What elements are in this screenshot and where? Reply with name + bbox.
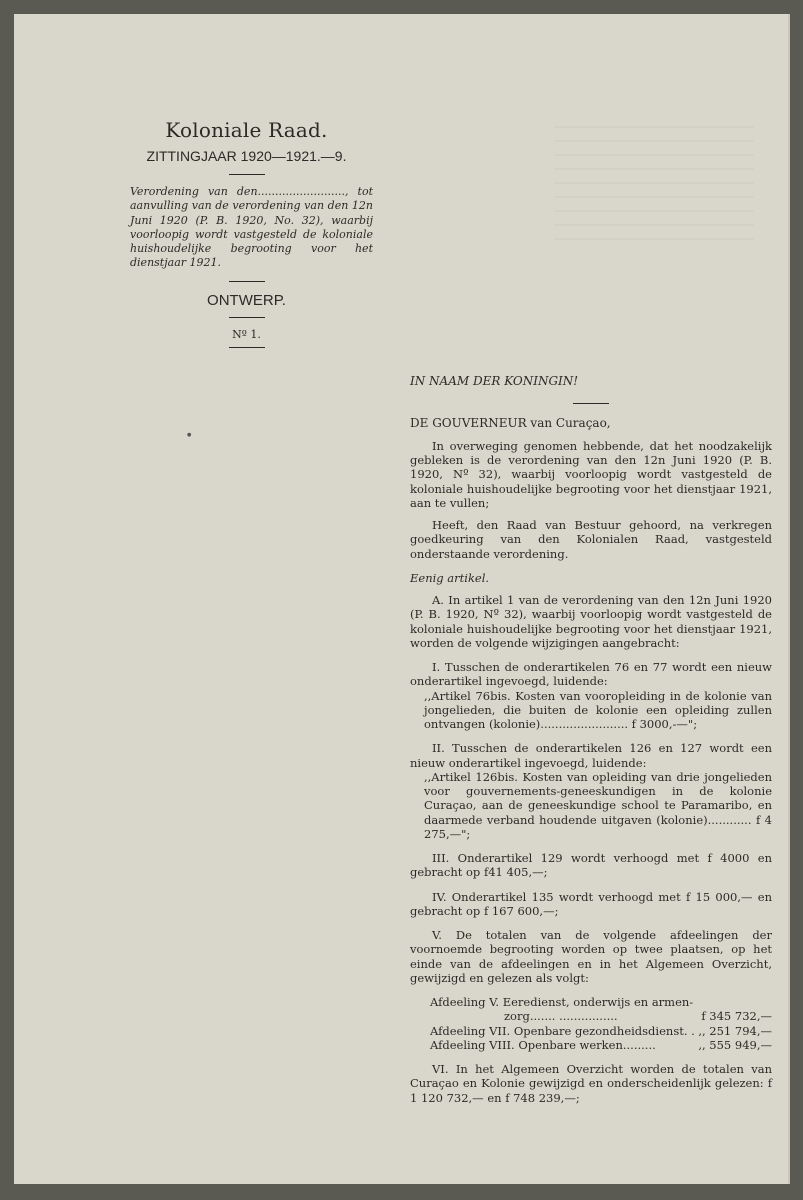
amendment-ii: II. Tusschen de onderartikelen 126 en 127 wordt een nieuw onderartikel ingevoegd, luidende: (410, 741, 772, 770)
divider (229, 281, 265, 282)
department-row (430, 1009, 772, 1023)
ordinance-preamble: Verordening van den........................., tot aanvulling van de verordening van den 12n Juni 1920 (P. B. 1920, No. 32), waarbij voorloopig wordt vastgesteld de koloniale huishoudelijke begrooting voor het dienstjaar 1921. (130, 185, 373, 270)
amendment-ii-quote: ,,Artikel 126bis. Kosten van opleiding van drie jongelieden voor gouvernements-geneeskundigen in de kolonie Curaçao, aan de geneeskundige school te Paramaribo, en daarmede verband houdende uitgaven (kolonie)............ f 4 275,—"; (424, 769, 772, 841)
amendment-i: I. Tusschen de onderartikelen 76 en 77 wordt een nieuw onderartikel ingevoegd, luidende: (410, 660, 772, 689)
divider (229, 347, 265, 348)
department-label: Afdeeling VIII. Openbare werken......... (430, 1037, 656, 1052)
divider (229, 317, 265, 318)
amendment-vi: VI. In het Algemeen Overzicht worden de totalen van Curaçao en Kolonie gewijzigd en onderscheidenlijk gelezen: f 1 120 732,— en f 748 239,—; (410, 1062, 772, 1105)
department-label: Afdeeling VII. Openbare gezondheidsdienst. . (430, 1023, 695, 1038)
council-title: Koloniale Raad. (165, 118, 328, 142)
invocation: IN NAAM DER KONINGIN! (410, 374, 579, 388)
governor-line: DE GOUVERNEUR van Curaçao, (410, 415, 611, 430)
header-block (114, 104, 379, 358)
department-row (430, 1024, 772, 1038)
department-row (430, 995, 772, 1009)
bleed-through-text (554, 114, 754, 244)
amendment-iv: IV. Onderartikel 135 wordt verhoogd met f 15 000,— en gebracht op f 167 600,—; (410, 889, 772, 918)
document-page (14, 14, 790, 1184)
document-number: Nº 1. (232, 327, 261, 341)
amendment-i-quote: ,,Artikel 76bis. Kosten van vooropleiding in de kolonie van jongelieden, die buiten de kolonie een opleiding zullen ontvangen (kolonie)........................ f 3000,-—"; (424, 688, 772, 731)
department-totals (410, 995, 772, 1052)
article-a: A. In artikel 1 van de verordening van den 12n Juni 1920 (P. B. 1920, Nº 32), waarbij voorloopig wordt vastgesteld de koloniale huishoudelijke begrooting voor het dienstjaar 1921, worden de volgende wijzigingen aangebracht: (410, 593, 772, 650)
amendment-v: V. De totalen van de volgende afdeelingen der voornoemde begrooting worden op twee plaatsen, op het einde van de afdeelingen en in het Algemeen Overzicht, gewijzigd en gelezen als volgt: (410, 928, 772, 985)
department-label: Afdeeling V. Eeredienst, onderwijs en armen- (430, 995, 694, 1009)
draft-label: ONTWERP. (207, 291, 286, 309)
ordinance-body (410, 374, 772, 1105)
department-label: zorg....... ................ (504, 1009, 618, 1024)
session-year: ZITTINGJAAR 1920—1921.—9. (146, 148, 347, 164)
department-amount: ,, 251 794,— (698, 1023, 772, 1038)
department-amount: ,, 555 949,— (698, 1037, 772, 1052)
amendment-iii: III. Onderartikel 129 wordt verhoogd met f 4000 en gebracht op f41 405,—; (410, 851, 772, 880)
department-row (430, 1038, 772, 1052)
divider (573, 403, 609, 404)
divider (229, 174, 265, 175)
decree-paragraph: Heeft, den Raad van Bestuur gehoord, na verkregen goedkeuring van den Kolonialen Raad, vastgesteld onderstaande verordening. (410, 518, 772, 561)
department-amount: f 345 732,— (701, 1009, 772, 1024)
sole-article-heading: Eenig artikel. (410, 570, 490, 585)
considering-paragraph: In overweging genomen hebbende, dat het noodzakelijk gebleken is de verordening van den 12n Juni 1920 (P. B. 1920, Nº 32), waarbij voorloopig wordt vastgesteld de koloniale huishoudelijke begrooting voor het dienstjaar 1921, aan te vullen; (410, 438, 772, 510)
speck: ● (187, 432, 192, 438)
